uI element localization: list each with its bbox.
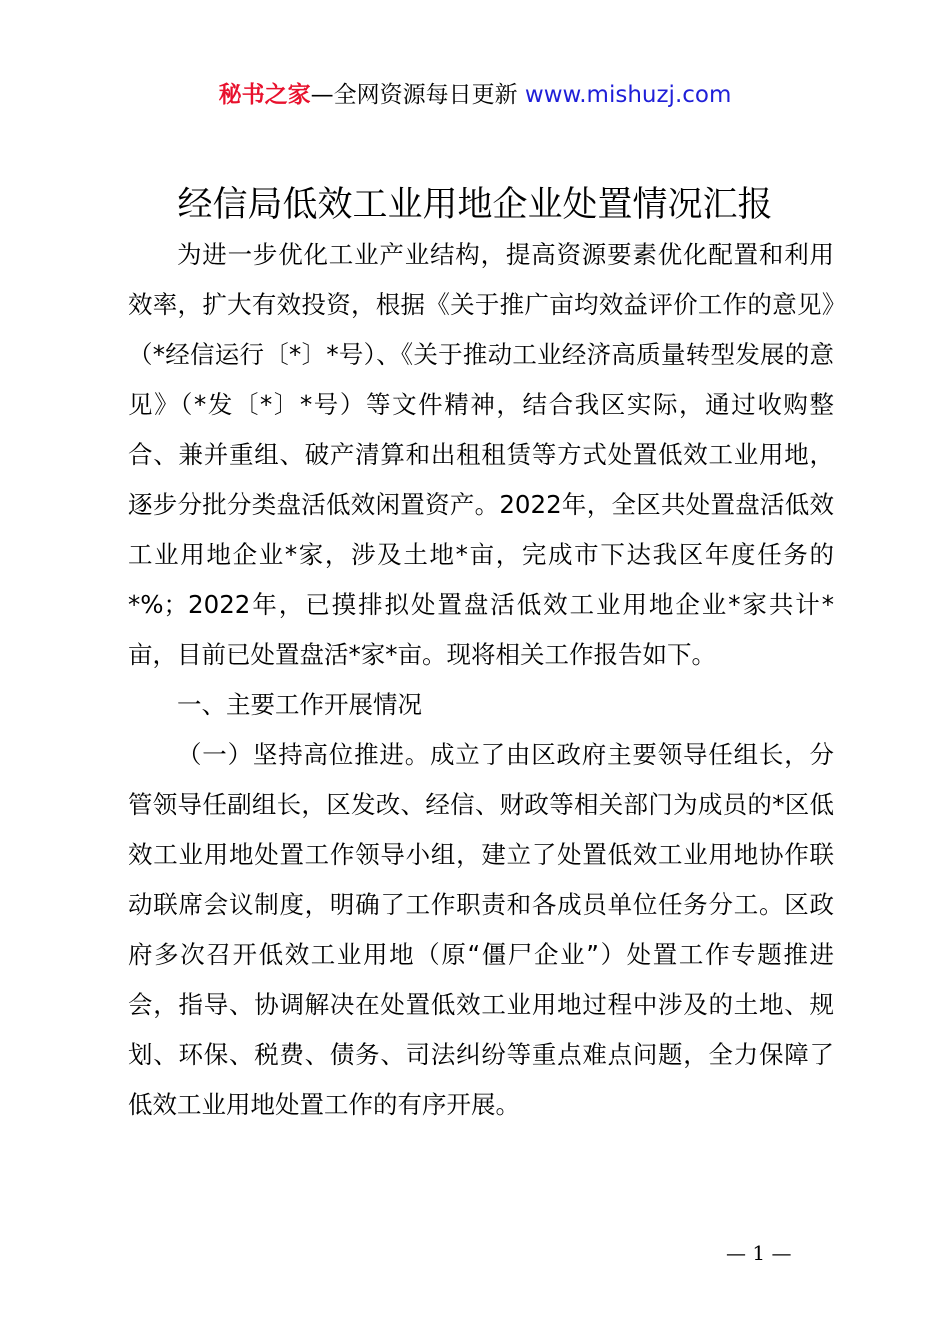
site-banner xyxy=(0,78,950,112)
site-brand: 秘书之家 xyxy=(218,82,311,108)
intro-paragraph: 为进一步优化工业产业结构，提高资源要素优化配置和利用效率，扩大有效投资，根据《关于推广亩均效益评价工作的意见》（*经信运行〔*〕*号）、《关于推动工业经济高质量转型发展的意见》（*发〔*〕*号）等文件精神，结合我区实际，通过收购整合、兼并重组、破产清算和出租租赁等方式处置低效工业用地，逐步分批分类盘活低效闲置资产。2022年，全区共处置盘活低效工业用地企业*家，涉及土地*亩，完成市下达我区年度任务的*%；2022年，已摸排拟处置盘活低效工业用地企业*家共计*亩，目前已处置盘活*家*亩。现将相关工作报告如下。 xyxy=(128,240,834,669)
section-paragraph: （一）坚持高位推进。成立了由区政府主要领导任组长，分管领导任副组长，区发改、经信、财政等相关部门为成员的*区低效工业用地处置工作领导小组，建立了处置低效工业用地协作联动联席会议制度，明确了工作职责和各成员单位任务分工。区政府多次召开低效工业用地（原“僵尸企业”）处置工作专题推进会，指导、协调解决在处置低效工业用地过程中涉及的土地、规划、环保、税费、债务、司法纠纷等重点难点问题，全力保障了低效工业用地处置工作的有序开展。 xyxy=(128,740,834,1119)
page-number: — 1 — xyxy=(726,1241,792,1265)
document-body xyxy=(128,230,834,1130)
banner-separator: — xyxy=(310,82,334,108)
document-title: 经信局低效工业用地企业处置情况汇报 xyxy=(177,185,773,225)
section-heading: 一、主要工作开展情况 xyxy=(177,690,422,719)
site-url-link[interactable]: www.mishuzj.com xyxy=(524,82,732,108)
site-tagline: 全网资源每日更新 xyxy=(333,82,518,108)
